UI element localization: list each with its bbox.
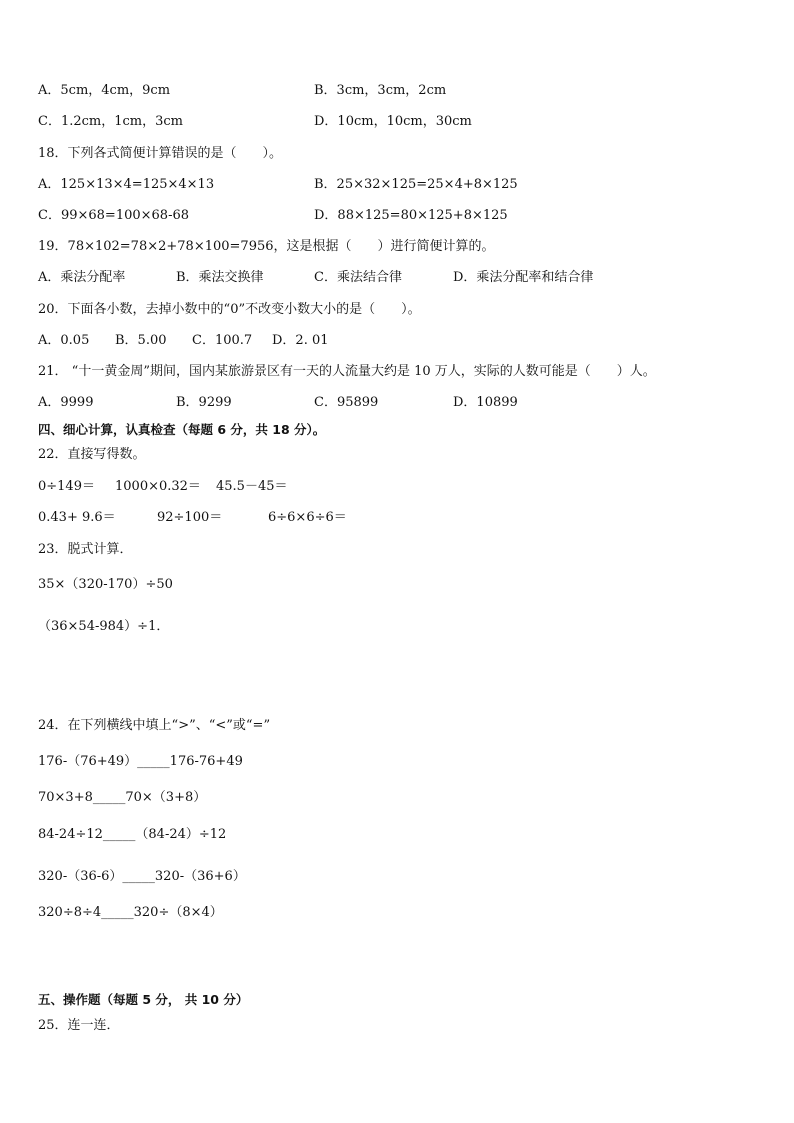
q22-item: 0.43+ 9.6＝ <box>38 510 116 525</box>
q19-option-a: A．乘法分配率 <box>38 270 126 285</box>
q17-option-b: B．3cm，3cm，2cm <box>314 83 447 98</box>
q20-option-c: C．100.7 <box>192 333 253 348</box>
q19-stem: 19．78×102=78×2+78×100=7956，这是根据（ ）进行简便计算的。 <box>38 239 495 254</box>
q21-option-b: B．9299 <box>176 395 232 410</box>
q22-item: 1000×0.32＝ <box>115 479 201 494</box>
q23-expression-1: 35×（320-170）÷50 <box>38 577 173 592</box>
q21-option-d: D．10899 <box>453 395 518 410</box>
q18-option-a: A．125×13×4=125×4×13 <box>38 177 215 192</box>
q23-stem: 23．脱式计算． <box>38 542 133 557</box>
q22-item: 45.5－45＝ <box>216 479 288 494</box>
q20-option-b: B．5.00 <box>115 333 167 348</box>
q18-option-d: D．88×125=80×125+8×125 <box>314 208 508 223</box>
q18-stem: 18．下列各式简便计算错误的是（ ）。 <box>38 146 283 161</box>
q19-option-c: C．乘法结合律 <box>314 270 402 285</box>
q22-stem: 22．直接写得数。 <box>38 447 146 462</box>
q20-option-d: D．2. 01 <box>272 333 329 348</box>
q21-option-c: C．95899 <box>314 395 379 410</box>
section-5-heading: 五、操作题（每题 5 分， 共 10 分） <box>38 992 249 1007</box>
q24-item: 320÷8÷4_____320÷（8×4） <box>38 905 223 920</box>
q22-item: 6÷6×6÷6＝ <box>268 510 347 525</box>
section-4-heading: 四、细心计算，认真检查（每题 6 分，共 18 分）。 <box>38 422 326 437</box>
q18-option-c: C．99×68=100×68-68 <box>38 208 189 223</box>
q19-option-b: B．乘法交换律 <box>176 270 264 285</box>
q24-item: 176-（76+49）_____176-76+49 <box>38 754 243 769</box>
q23-expression-2: （36×54-984）÷1． <box>38 619 170 634</box>
q22-item: 0÷149＝ <box>38 479 95 494</box>
q18-option-b: B．25×32×125=25×4+8×125 <box>314 177 518 192</box>
q17-option-c: C．1.2cm，1cm，3cm <box>38 114 183 129</box>
q21-option-a: A．9999 <box>38 395 94 410</box>
q17-option-a: A．5cm，4cm，9cm <box>38 83 171 98</box>
q21-stem: 21． “十一黄金周”期间，国内某旅游景区有一天的人流量大约是 10 万人，实际的人数可能是（ ）人。 <box>38 364 656 379</box>
q22-item: 92÷100＝ <box>157 510 223 525</box>
q17-option-d: D．10cm，10cm，30cm <box>314 114 472 129</box>
q24-item: 84-24÷12_____（84-24）÷12 <box>38 827 227 842</box>
q24-item: 320-（36-6）_____320-（36+6） <box>38 869 246 884</box>
q24-item: 70×3+8_____70×（3+8） <box>38 790 207 805</box>
q20-option-a: A．0.05 <box>38 333 90 348</box>
q24-stem: 24．在下列横线中填上“>”、“<”或“=” <box>38 718 271 733</box>
q25-stem: 25．连一连． <box>38 1018 120 1033</box>
q20-stem: 20．下面各小数，去掉小数中的“0”不改变小数大小的是（ ）。 <box>38 302 421 317</box>
q19-option-d: D．乘法分配率和结合律 <box>453 270 594 285</box>
